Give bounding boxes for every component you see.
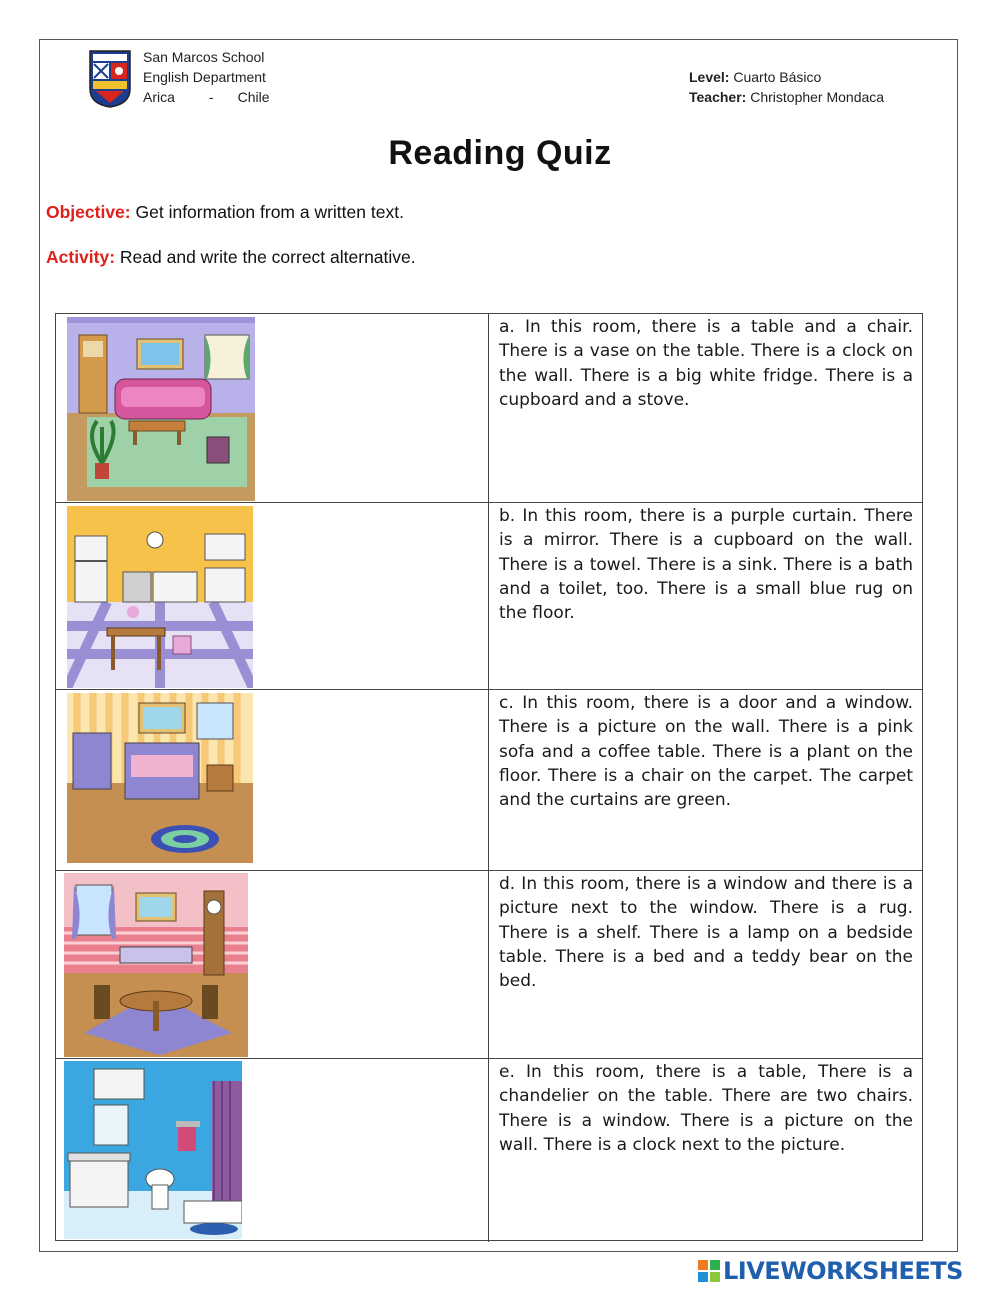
objective-text: Get information from a written text. (135, 202, 404, 222)
brand-blocks-icon (698, 1260, 720, 1282)
description-a: a. In this room, there is a table and a chair. There is a vase on the table. There is a clock on the wall. There is a big white fridge. There is a cupboard and a stove. (499, 317, 913, 410)
liveworksheets-logo[interactable] (698, 1257, 963, 1285)
table-row (56, 503, 922, 690)
page-title: Reading Quiz (388, 134, 612, 172)
level-line (689, 67, 884, 87)
table-row (56, 1059, 922, 1242)
objective-label: Objective: (46, 202, 131, 222)
objective-line (46, 202, 404, 223)
location (143, 87, 269, 107)
table-row (56, 871, 922, 1059)
bedroom-picture (67, 693, 253, 863)
class-meta (689, 67, 884, 107)
level-value: Cuarto Básico (733, 69, 822, 85)
department-name: English Department (143, 69, 266, 85)
level-label: Level: (689, 69, 730, 85)
description-c: c. In this room, there is a door and a window. There is a picture on the wall. There is a pink sofa and a coffee table. There is a plant on the floor. There is a chair on the carpet. The carpet and the curtains are green. (499, 693, 913, 811)
activity-line (46, 247, 416, 268)
description-b: b. In this room, there is a purple curtain. There is a mirror. There is a cupboard on the wall. There is a towel. There is a sink. There is a bath and a toilet, too. There is a small blue rug on the floor. (499, 506, 913, 624)
answer-cell[interactable] (56, 871, 489, 1058)
teacher-label: Teacher: (689, 89, 747, 105)
brand-name: LIVEWORKSHEETS (723, 1257, 963, 1285)
school-name: San Marcos School (143, 49, 265, 65)
description-d: d. In this room, there is a window and there is a picture next to the window. There is a rug. There is a shelf. There is a lamp on a bedside table. There is a bed and a teddy bear on the bed. (499, 874, 913, 992)
activity-text: Read and write the correct alternative. (119, 247, 416, 267)
teacher-value: Christopher Mondaca (750, 89, 885, 105)
separator: - (208, 89, 214, 105)
kitchen-picture (67, 506, 253, 688)
dining-room-picture (64, 873, 248, 1057)
school-info (143, 47, 269, 107)
school-crest-logo (88, 49, 132, 109)
city: Arica (143, 89, 175, 105)
answer-cell[interactable] (56, 1059, 489, 1242)
table-row (56, 314, 922, 503)
teacher-line (689, 87, 884, 107)
country: Chile (237, 89, 270, 105)
answer-cell[interactable] (56, 690, 489, 870)
matching-table (55, 313, 923, 1241)
answer-cell[interactable] (56, 314, 489, 502)
living-room-picture (67, 317, 255, 501)
bathroom-picture (64, 1061, 242, 1239)
activity-label: Activity: (46, 247, 116, 267)
description-e: e. In this room, there is a table, There is a chandelier on the table. There are two chairs. There is a window. There is a picture on the wall. There is a clock next to the picture. (499, 1062, 913, 1155)
table-row (56, 690, 922, 871)
answer-cell[interactable] (56, 503, 489, 689)
